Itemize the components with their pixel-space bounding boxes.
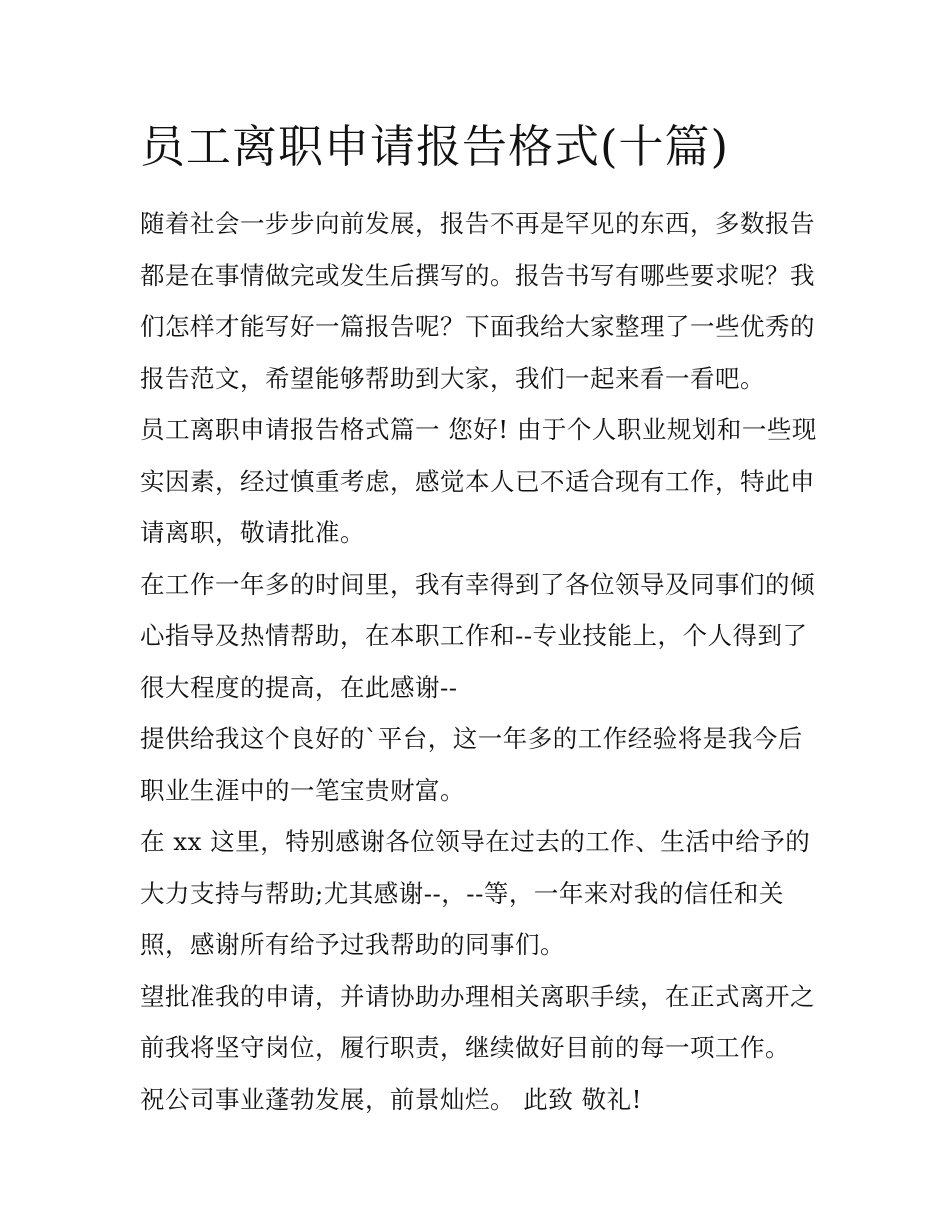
body-line: 们怎样才能写好一篇报告呢？下面我给大家整理了一些优秀的 — [140, 312, 815, 341]
document-title: 员工离职申请报告格式(十篇) — [140, 120, 730, 173]
body-line: 实因素，经过慎重考虑，感觉本人已不适合现有工作，特此申 — [140, 466, 815, 496]
body-line: 望批准我的申请，并请协助办理相关离职手续，在正式离开之 — [140, 981, 815, 1011]
body-line: 照，感谢所有给予过我帮助的同事们。 — [140, 930, 565, 959]
body-line: 很大程度的提高，在此感谢-- — [140, 672, 458, 702]
body-line: 大力支持与帮助;尤其感谢--，--等，一年来对我的信任和关 — [140, 878, 784, 908]
body-line: 报告范文，希望能够帮助到大家，我们一起来看一看吧。 — [140, 363, 765, 393]
body-line: 前我将坚守岗位，履行职责，继续做好目前的每一项工作。 — [140, 1033, 790, 1062]
body-line: 随着社会一步步向前发展，报告不再是罕见的东西，多数报告 — [140, 209, 815, 238]
body-line: 员工离职申请报告格式篇一 您好! 由于个人职业规划和一些现 — [140, 415, 817, 444]
body-line: 都是在事情做完或发生后撰写的。报告书写有哪些要求呢？我 — [140, 260, 815, 290]
body-line: 心指导及热情帮助，在本职工作和--专业技能上，个人得到了 — [140, 621, 808, 650]
body-line: 祝公司事业蓬勃发展，前景灿烂。 此致 敬礼! — [140, 1084, 642, 1114]
body-line: 职业生涯中的一笔宝贵财富。 — [140, 775, 465, 805]
document-body — [140, 198, 820, 1125]
body-line: 在工作一年多的时间里，我有幸得到了各位领导及同事们的倾 — [140, 569, 815, 599]
body-line: 请离职，敬请批准。 — [140, 518, 365, 547]
body-line: 提供给我这个良好的`平台，这一年多的工作经验将是我今后 — [140, 724, 803, 753]
body-line: 在 xx 这里，特别感谢各位领导在过去的工作、生活中给予的 — [140, 827, 811, 856]
